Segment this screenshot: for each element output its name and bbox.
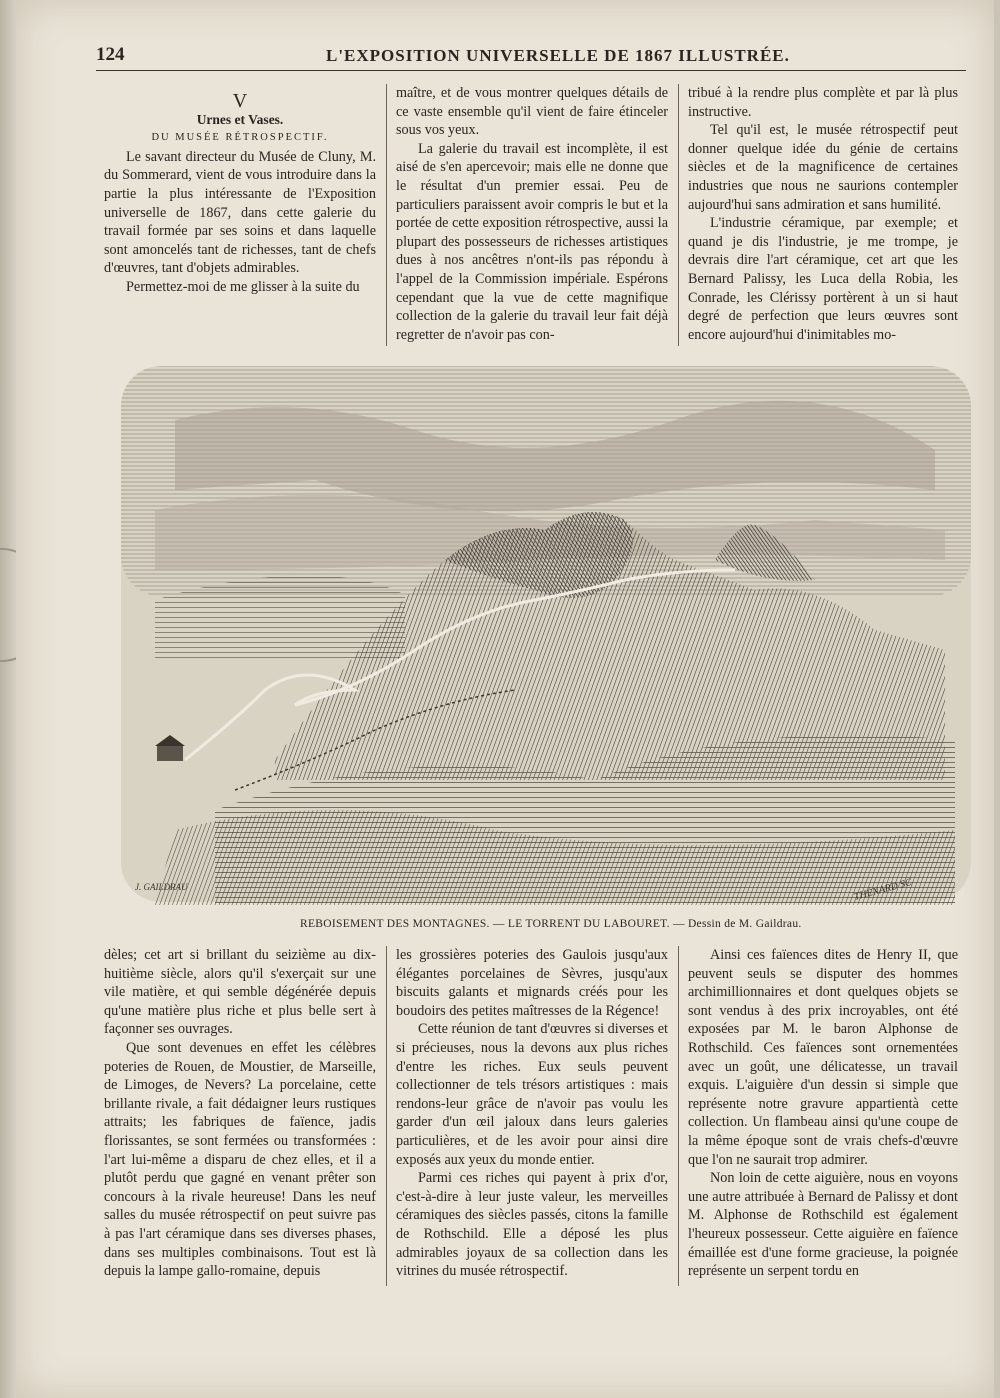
column-rule	[386, 946, 387, 1286]
page-edge-shadow	[0, 0, 16, 1398]
bottom-column-2	[396, 946, 668, 1281]
paragraph: Cette réunion de tant d'œuvres si diverses et si précieuses, nous la devons aux plus riches d'entre les riches. Eux seuls peuvent collectionner de tels trésors artistiques : mais rendons-leur grâce de n'avoir pas voulu les garder d'un œil jaloux dans leurs galeries particulières, et de les avoir pour ainsi dire exposés aux yeux du monde entier.	[396, 1021, 668, 1168]
paragraph: L'industrie céramique, par exemple; et quand je dis l'industrie, je me trompe, je devrais dire l'art céramique, cet art que les Bernard Palissy, les Luca della Robia, les Conrade, les Clérissy portèrent à un si haut degré de perfection que leurs œuvres sont encore aujourd'hui d'inimitables mo-	[688, 215, 958, 343]
paragraph: maître, et de vous montrer quelques détails de ce vaste ensemble qu'il vient de faire étinceler sous vos yeux.	[396, 85, 668, 139]
artist-signature-left: J. GAILDRAU	[135, 882, 188, 892]
section-title: Urnes et Vases.	[196, 111, 284, 127]
illustration-caption: REBOISEMENT DES MONTAGNES. — LE TORRENT DU LABOURET. — Dessin de M. Gaildrau.	[300, 918, 802, 930]
paragraph: Le savant directeur du Musée de Cluny, M. du Sommerard, vient de vous introduire dans la partie la plus intéressante de l'Exposition universelle de 1867, dans cette galerie du travail formée par ses soins et dans laquelle sont amoncelés tant de richesses, tant de chefs d'œuvres, tant d'objets admirables.	[104, 148, 376, 277]
column-rule	[386, 84, 387, 346]
running-header	[96, 42, 966, 71]
paragraph: La galerie du travail est incomplète, il est aisé de s'en apercevoir; mais elle ne donne que le résultat d'un premier essai. Peu de particuliers paraissent avoir compris le but et la portée de cette exposition rétrospective, aussi la plupart des possesseurs de richesses artistiques dues à nos ancêtres n'ont-ils pas répondu à l'appel de la Commission impériale. Espérons cependant que la vue de cette magnifique collection de la galerie du travail leur fait déjà regretter de n'avoir pas con-	[396, 140, 668, 343]
engraver-signature-right: THÉNARD SC	[852, 876, 913, 903]
paragraph: dèles; cet art si brillant du seizième au dix-huitième siècle, alors qu'il s'exerçait sur une vile matière, et qui semble dégénérée depuis qu'une matière plus riche et plus belle sert à façonner ses ouvrages.	[104, 947, 376, 1038]
top-column-2	[396, 84, 668, 344]
paragraph: Que sont devenues en effet les célèbres poteries de Rouen, de Moustier, de Marseille, de Limoges, de Nevers? La porcelaine, cette brillante rivale, a fait dédaigner leurs rustiques attraits; les fabriques de faïence, jadis florissantes, se sont fermées ou transformées : l'art lui-même a disparu de chez elles, et il a plutôt perdu que gagné en venant prêter son concours à la rivale heureuse! Dans les neuf salles du musée rétrospectif on peut suivre pas à pas l'art céramique dans ses diverses phases, dans ses multiples combinaisons. Tout est là depuis la lampe gallo-romaine, depuis	[104, 1039, 376, 1280]
top-column-3	[688, 84, 958, 344]
paragraph: Tel qu'il est, le musée rétrospectif peut donner quelque idée du génie de certains siècles et de la magnificence de certaines industries que nous ne saurions contempler aujourd'hui sans admiration et sans humilité.	[688, 122, 958, 213]
paragraph: les grossières poteries des Gaulois jusqu'aux élégantes porcelaines de Sèvres, jusqu'aux biscuits galants et mignards créés pour les boudoirs des petites maîtresses de la Régence!	[396, 947, 668, 1019]
chapter-number: V	[232, 90, 248, 112]
paragraph: Permettez-moi de me glisser à la suite du	[126, 278, 360, 295]
paragraph: Parmi ces riches qui payent à prix d'or, c'est-à-dire à leur juste valeur, les merveilles céramiques des siècles passés, citons la famille de Rothschild. Elle a déposé les plus admirables joyaux de sa collection dans les vitrines du musée rétrospectif.	[396, 1170, 668, 1280]
mountain-landscape-engraving	[115, 360, 977, 908]
section-subtitle: DU MUSÉE RÉTROSPECTIF.	[151, 132, 329, 144]
bottom-column-1	[104, 946, 376, 1281]
column-rule	[678, 946, 679, 1286]
paragraph: tribué à la rendre plus complète et par là plus instructive.	[688, 85, 958, 120]
bottom-column-3	[688, 946, 958, 1281]
paragraph: Non loin de cette aiguière, nous en voyons une autre attribuée à Bernard de Palissy et dont M. Alphonse de Rothschild est également l'heureux possesseur. Cette aiguière en faïence émaillée est d'une forme gracieuse, la poignée représente un serpent tordu en	[688, 1170, 958, 1280]
page-number: 124	[96, 44, 125, 65]
top-column-1	[104, 92, 376, 297]
column-rule	[678, 84, 679, 346]
running-title: L'EXPOSITION UNIVERSELLE DE 1867 ILLUSTRÉE.	[326, 46, 790, 65]
paragraph: Ainsi ces faïences dites de Henry II, que peuvent seuls se disputer des hommes archimillionnaires et dont quelques objets se sont vendus à des prix incroyables, ont été exposées par M. le baron Alphonse de Rothschild. Ces faïences sont ornementées avec un goût, une délicatesse, un travail exquis. L'aiguière d'un dessin si simple que représente notre gravure appartientà cette collection. Un flambeau ainsi qu'une coupe de la même époque sont de vrais chefs-d'œuvre que l'on ne saurait trop admirer.	[688, 947, 958, 1168]
